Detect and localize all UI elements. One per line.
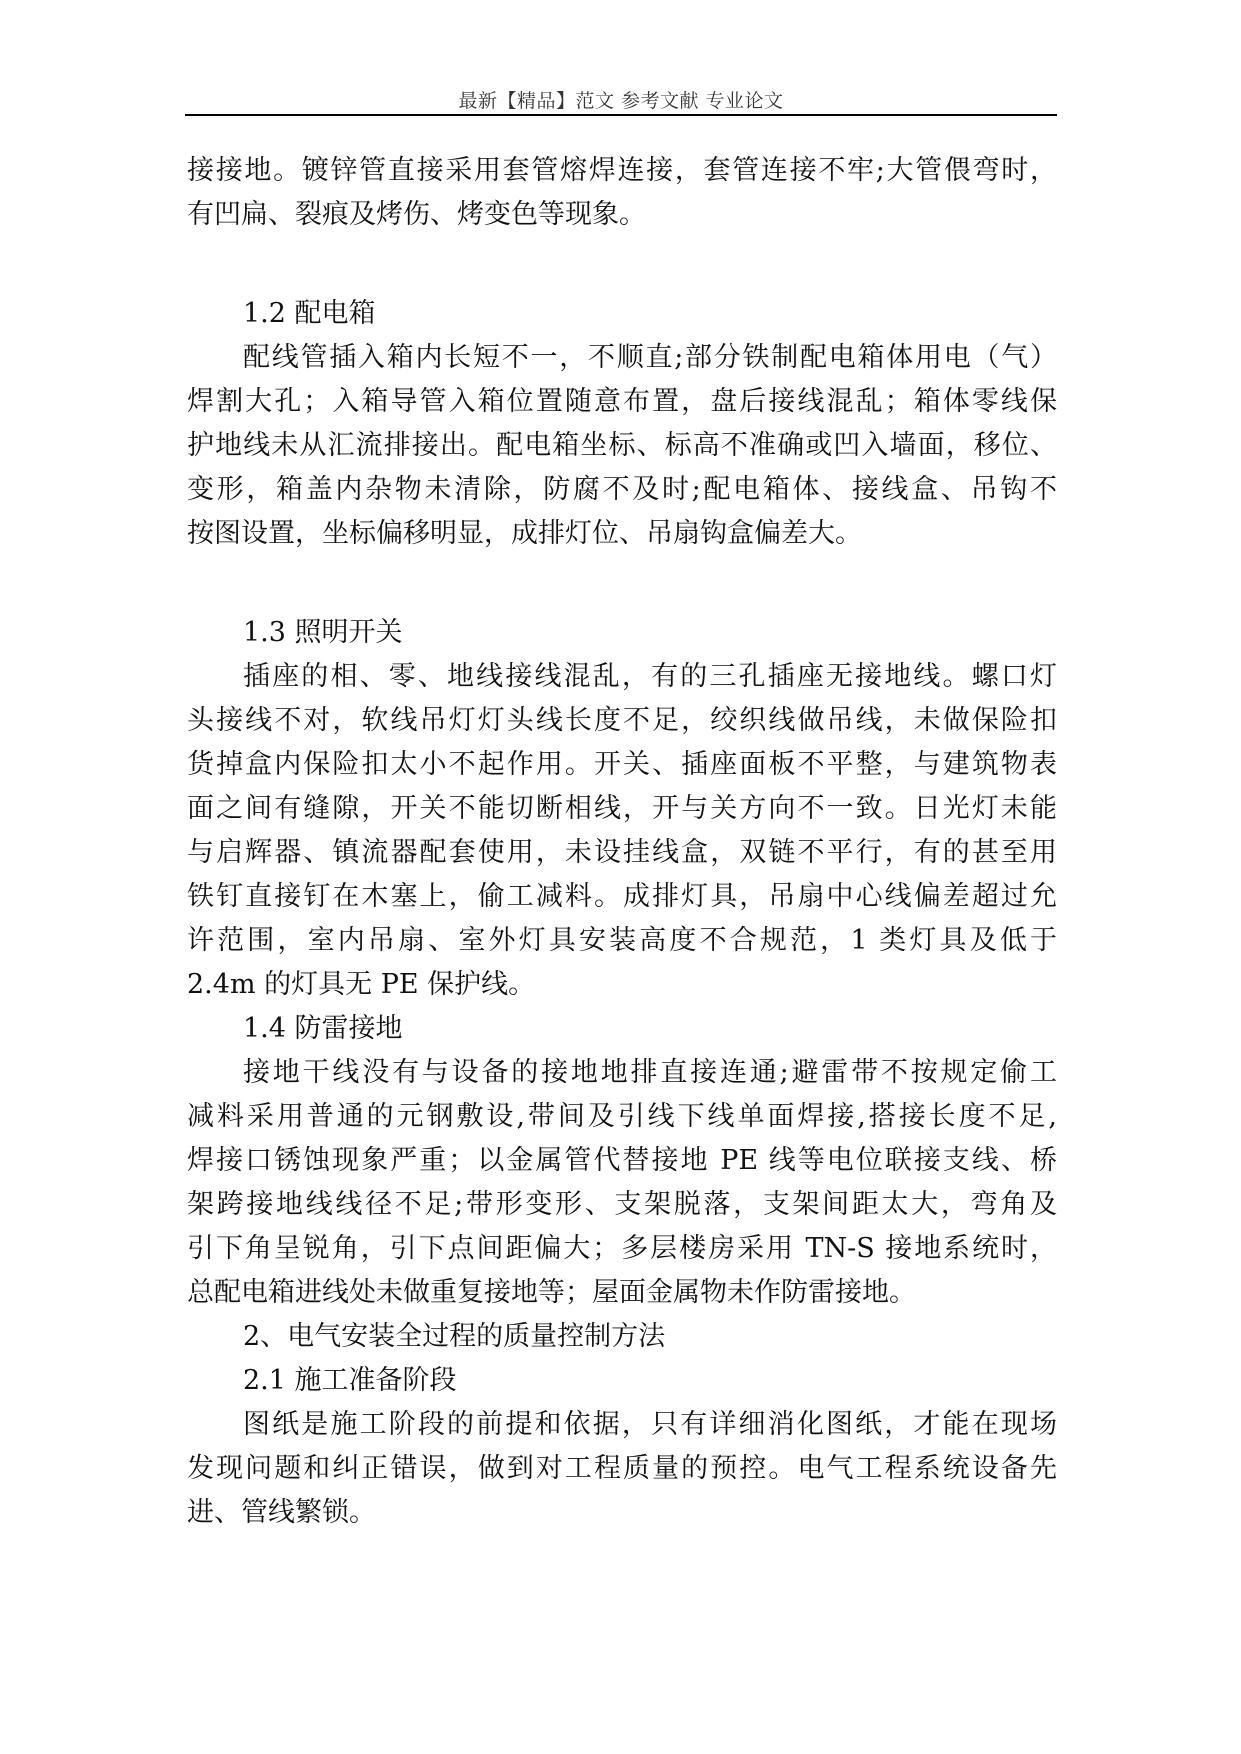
text-line: 头接线不对，软线吊灯灯头线长度不足，绞织线做吊线，未做保险扣	[187, 705, 1057, 736]
paragraph	[187, 153, 1057, 241]
text-line: 铁钉直接钉在木塞上，偷工减料。成排灯具，吊扇中心线偏差超过允	[187, 881, 1057, 912]
text-line: 图纸是施工阶段的前提和依据，只有详细消化图纸，才能在现场	[243, 1409, 1057, 1440]
section-heading: 1.3 照明开关	[243, 617, 403, 648]
text-line: 2.4m 的灯具无 PE 保护线。	[187, 969, 536, 1000]
paragraph	[187, 659, 1057, 1011]
section-heading: 2、电气安装全过程的质量控制方法	[243, 1321, 666, 1352]
text-line: 货掉盒内保险扣太小不起作用。开关、插座面板不平整，与建筑物表	[187, 749, 1057, 780]
paragraph	[187, 340, 1057, 560]
text-line: 面之间有缝隙，开关不能切断相线，开与关方向不一致。日光灯未能	[187, 793, 1057, 824]
text-line: 焊接口锈蚀现象严重；以金属管代替接地 PE 线等电位联接支线、桥	[187, 1145, 1057, 1176]
text-line: 接地干线没有与设备的接地地排直接连通;避雷带不按规定偷工	[243, 1057, 1057, 1088]
section-heading: 2.1 施工准备阶段	[243, 1365, 457, 1396]
spacer	[187, 560, 1057, 615]
text-line: 进、管线繁锁。	[187, 1497, 376, 1528]
text-line: 总配电箱进线处未做重复接地等；屋面金属物未作防雷接地。	[187, 1277, 916, 1308]
text-line: 与启辉器、镇流器配套使用，未设挂线盒，双链不平行，有的甚至用	[187, 837, 1057, 868]
text-line: 发现问题和纠正错误，做到对工程质量的预控。电气工程系统设备先	[187, 1453, 1057, 1484]
text-line: 按图设置，坐标偏移明显，成排灯位、吊扇钩盒偏差大。	[187, 518, 862, 549]
text-line: 插座的相、零、地线接线混乱，有的三孔插座无接地线。螺口灯	[243, 661, 1057, 692]
text-line: 护地线未从汇流排接出。配电箱坐标、标高不准确或凹入墙面，移位、	[187, 430, 1057, 461]
text-line: 焊割大孔；入箱导管入箱位置随意布置，盘后接线混乱；箱体零线保	[187, 386, 1057, 417]
header-divider	[185, 114, 1057, 116]
text-line: 配线管插入箱内长短不一，不顺直;部分铁制配电箱体用电（气）	[243, 342, 1057, 373]
text-line: 许范围，室内吊扇、室外灯具安装高度不合规范，1 类灯具及低于	[187, 925, 1057, 956]
text-line: 架跨接地线线径不足;带形变形、支架脱落，支架间距太大，弯角及	[187, 1189, 1057, 1220]
text-line: 有凹扁、裂痕及烤伤、烤变色等现象。	[187, 199, 646, 230]
text-line: 接接地。镀锌管直接采用套管熔焊连接，套管连接不牢;大管偎弯时，	[187, 155, 1057, 186]
paragraph	[187, 1407, 1057, 1539]
text-line: 减料采用普通的元钢敷设,带间及引线下线单面焊接,搭接长度不足,	[187, 1101, 1057, 1132]
text-line: 引下角呈锐角，引下点间距偏大；多层楼房采用 TN-S 接地系统时，	[187, 1233, 1057, 1264]
section-heading: 1.2 配电箱	[243, 298, 376, 329]
spacer	[187, 241, 1057, 296]
page-header: 最新【精品】范文 参考文献 专业论文	[458, 90, 784, 112]
text-line: 变形，箱盖内杂物未清除，防腐不及时;配电箱体、接线盒、吊钩不	[187, 474, 1057, 505]
document-body	[187, 153, 1057, 1539]
paragraph	[187, 1055, 1057, 1319]
section-heading: 1.4 防雷接地	[243, 1013, 403, 1044]
